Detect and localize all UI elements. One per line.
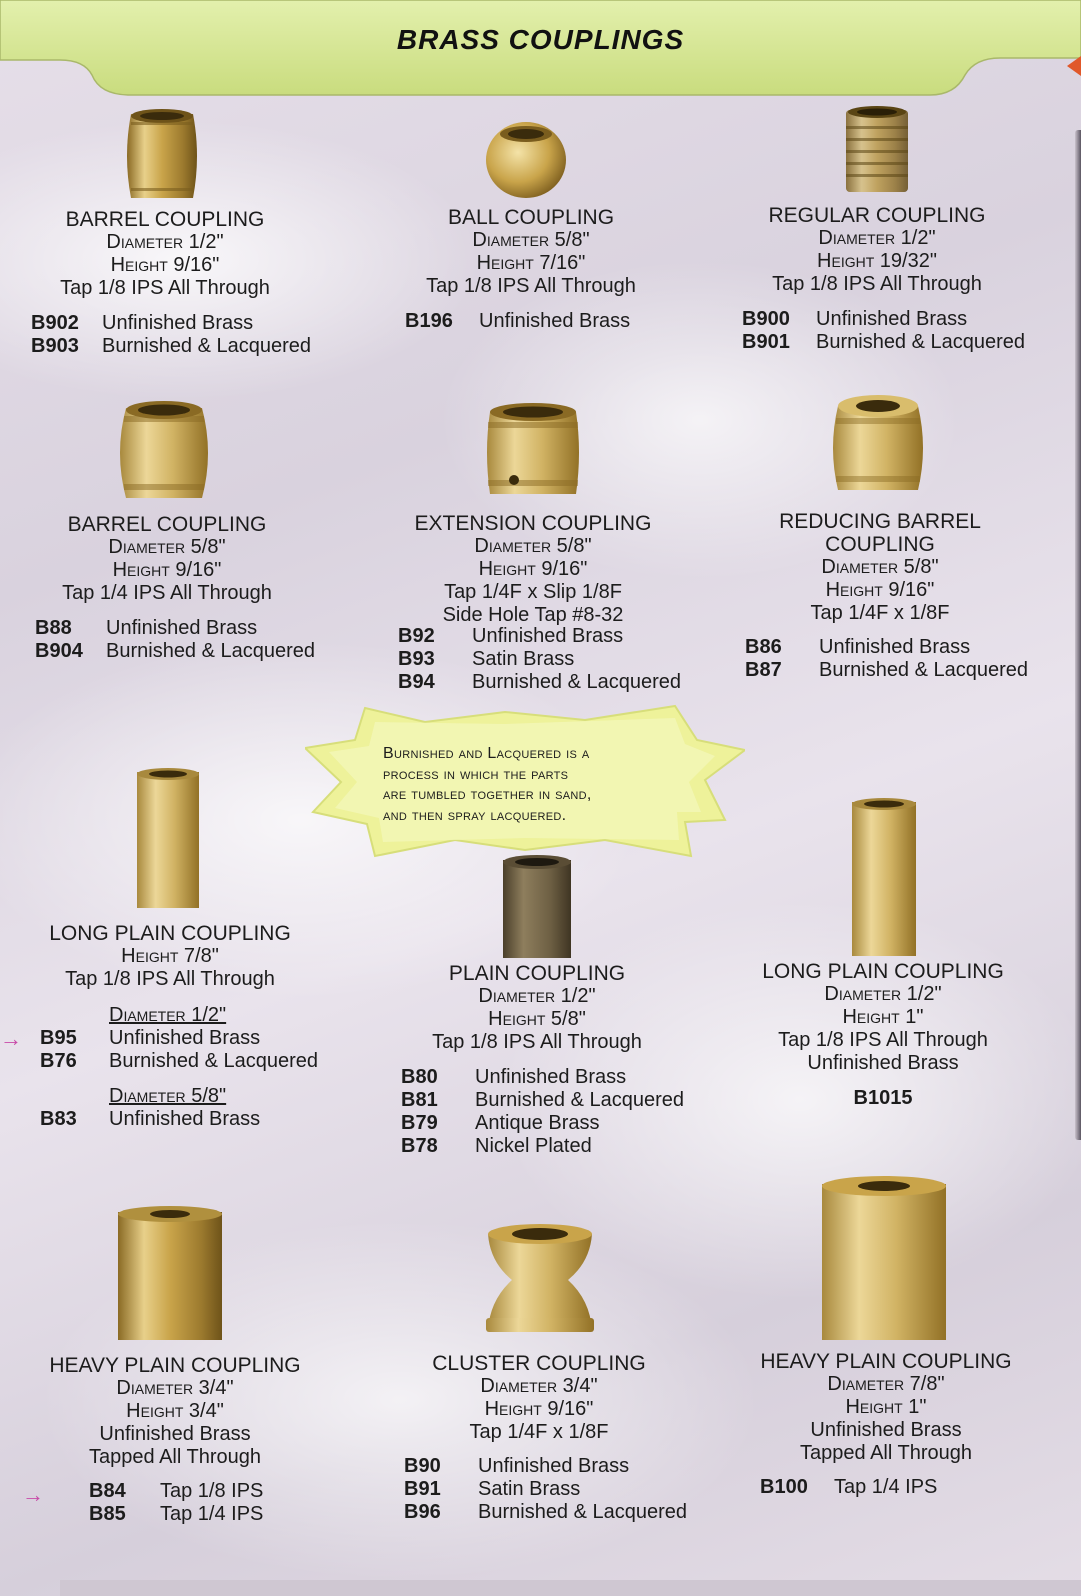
product-height: Height 5/8" xyxy=(488,1008,586,1030)
code-row xyxy=(404,1455,687,1478)
ball-coupling-image xyxy=(484,118,568,200)
code-row xyxy=(40,1108,318,1131)
item-code: B901 xyxy=(742,331,790,353)
product-name: EXTENSION COUPLING xyxy=(414,512,652,535)
item-code: B100 xyxy=(760,1476,808,1498)
item-finish: Unfinished Brass xyxy=(109,1027,261,1049)
plain-coupling-image xyxy=(500,854,574,962)
heavy-plain-coupling-three-quarter-image xyxy=(114,1204,226,1344)
code-row xyxy=(405,310,630,333)
code-row xyxy=(401,1135,684,1158)
item-code: B86 xyxy=(745,636,782,658)
item-code: B93 xyxy=(398,648,435,670)
item-code: B87 xyxy=(745,659,782,681)
code-row xyxy=(398,671,681,694)
product-tap: Tap 1/4 IPS All Through xyxy=(62,582,272,604)
code-row xyxy=(401,1089,684,1112)
item-finish: Nickel Plated xyxy=(475,1135,592,1157)
code-row xyxy=(398,648,681,671)
product-height: Height 9/16" xyxy=(478,558,588,580)
product-10-info xyxy=(45,1354,305,1469)
item-code: B900 xyxy=(742,308,790,330)
code-row xyxy=(404,1478,687,1501)
product-1-info xyxy=(40,208,290,300)
product-diameter: Diameter 3/4" xyxy=(480,1375,598,1397)
product-tap: Tap 1/8 IPS All Through xyxy=(426,275,636,297)
code-row xyxy=(40,1027,318,1050)
reducing-barrel-coupling-image xyxy=(830,392,926,500)
product-11-codes xyxy=(404,1455,687,1524)
code-row xyxy=(742,331,1025,354)
product-tapped: Tapped All Through xyxy=(89,1446,261,1468)
code-row xyxy=(35,617,315,640)
product-height: Height 9/16" xyxy=(484,1398,594,1420)
product-10-codes xyxy=(89,1480,263,1526)
page-title: BRASS COUPLINGS xyxy=(396,24,685,55)
item-finish: Burnished & Lacquered xyxy=(816,331,1026,353)
product-12-codes xyxy=(760,1476,937,1499)
product-name: HEAVY PLAIN COUPLING xyxy=(760,1350,1012,1373)
item-code: B196 xyxy=(405,310,453,332)
code-row xyxy=(745,636,1028,659)
item-code: B95 xyxy=(40,1027,77,1049)
product-9-info xyxy=(758,960,1008,1110)
item-code: B96 xyxy=(404,1501,441,1523)
code-row xyxy=(89,1503,263,1526)
item-finish: Antique Brass xyxy=(475,1112,600,1134)
code-row xyxy=(31,312,311,335)
product-height: Height 9/16" xyxy=(110,254,220,276)
product-tap: Tap 1/8 IPS All Through xyxy=(60,277,270,299)
long-plain-coupling-left-image xyxy=(133,766,203,912)
item-code: B78 xyxy=(401,1135,438,1157)
handwritten-arrow: → xyxy=(0,1026,22,1051)
item-code: B90 xyxy=(404,1455,441,1477)
product-side-hole: Side Hole Tap #8-32 xyxy=(442,604,624,626)
item-finish: Burnished & Lacquered xyxy=(475,1089,685,1111)
extension-coupling-image xyxy=(484,400,582,504)
item-finish: Burnished & Lacquered xyxy=(478,1501,688,1523)
product-diameter: Diameter 1/2" xyxy=(818,227,936,249)
code-row xyxy=(760,1476,937,1499)
page-edge xyxy=(1075,130,1081,1140)
code-row xyxy=(35,640,315,663)
note-line: process in which the parts xyxy=(383,765,569,783)
product-tap: Tap 1/8 IPS All Through xyxy=(778,1029,988,1051)
product-8-info xyxy=(412,962,662,1054)
product-name-line-1: REDUCING BARREL xyxy=(779,510,981,533)
item-code: B81 xyxy=(401,1089,438,1111)
product-tap: Tap 1/4F x 1/8F xyxy=(469,1421,609,1443)
product-7-codes xyxy=(40,1004,318,1131)
item-code: B94 xyxy=(398,671,435,693)
item-finish: Unfinished Brass xyxy=(816,308,968,330)
heavy-plain-coupling-seven-eighths-image xyxy=(818,1174,950,1344)
product-6-info xyxy=(755,510,1005,625)
product-finish: Unfinished Brass xyxy=(807,1052,959,1074)
product-height: Height 3/4" xyxy=(126,1400,224,1422)
product-diameter: Diameter 5/8" xyxy=(821,556,939,578)
product-finish: Unfinished Brass xyxy=(99,1423,251,1445)
item-finish: Burnished & Lacquered xyxy=(102,335,312,357)
product-tapped: Tapped All Through xyxy=(800,1442,972,1464)
product-diameter: Diameter 1/2" xyxy=(478,985,596,1007)
burnished-note xyxy=(383,744,683,826)
product-diameter: Diameter 5/8" xyxy=(108,536,226,558)
product-name: LONG PLAIN COUPLING xyxy=(49,922,291,945)
item-code: B88 xyxy=(35,617,72,639)
product-height: Height 9/16" xyxy=(825,579,935,601)
page-tab-arrow xyxy=(1067,56,1081,76)
item-finish: Tap 1/8 IPS xyxy=(160,1480,264,1502)
code-row xyxy=(40,1050,318,1073)
product-name: PLAIN COUPLING xyxy=(448,962,626,985)
item-finish: Burnished & Lacquered xyxy=(819,659,1029,681)
item-finish: Burnished & Lacquered xyxy=(106,640,316,662)
item-finish: Unfinished Brass xyxy=(102,312,254,334)
product-height: Height 1" xyxy=(842,1006,924,1028)
item-finish: Tap 1/4 IPS xyxy=(160,1503,264,1525)
product-4-codes xyxy=(35,617,315,663)
item-finish: Unfinished Brass xyxy=(472,625,624,647)
item-code: B92 xyxy=(398,625,435,647)
note-line: Burnished and Lacquered is a xyxy=(383,745,590,762)
product-diameter: Diameter 5/8" xyxy=(474,535,592,557)
product-2-info xyxy=(406,206,656,298)
product-diameter: Diameter 1/2" xyxy=(106,231,224,253)
product-name: REGULAR COUPLING xyxy=(768,204,986,227)
product-12-info xyxy=(756,1350,1016,1465)
product-4-info xyxy=(42,513,292,605)
regular-coupling-image xyxy=(842,104,912,196)
product-height: Height 19/32" xyxy=(817,250,937,272)
diameter-group-label: Diameter 5/8" xyxy=(109,1085,227,1107)
item-code: B83 xyxy=(40,1108,77,1130)
item-code: B91 xyxy=(404,1478,441,1500)
product-name: CLUSTER COUPLING xyxy=(432,1352,646,1375)
item-code: B1015 xyxy=(853,1087,913,1109)
product-diameter: Diameter 1/2" xyxy=(824,983,942,1005)
product-3-info xyxy=(752,204,1002,296)
item-code: B84 xyxy=(89,1480,126,1502)
item-finish: Tap 1/4 IPS xyxy=(834,1476,938,1498)
product-7-info xyxy=(40,922,300,991)
item-finish: Burnished & Lacquered xyxy=(109,1050,319,1072)
product-height: Height 7/8" xyxy=(121,945,219,967)
code-row xyxy=(89,1480,263,1503)
product-5-codes xyxy=(398,625,681,694)
product-name: BARREL COUPLING xyxy=(65,208,265,231)
product-3-codes xyxy=(742,308,1025,354)
item-finish: Satin Brass xyxy=(478,1478,581,1500)
code-row xyxy=(745,659,1028,682)
product-name: LONG PLAIN COUPLING xyxy=(762,960,1004,983)
note-line: and then spray lacquered. xyxy=(383,806,567,824)
barrel-coupling-five-eighths-image xyxy=(116,398,212,508)
product-tap: Tap 1/8 IPS All Through xyxy=(432,1031,642,1053)
code-row xyxy=(398,625,681,648)
item-finish: Satin Brass xyxy=(472,648,575,670)
item-finish: Unfinished Brass xyxy=(819,636,971,658)
item-finish: Unfinished Brass xyxy=(106,617,258,639)
product-diameter: Diameter 3/4" xyxy=(116,1377,234,1399)
item-finish: Unfinished Brass xyxy=(479,310,631,332)
product-name: BALL COUPLING xyxy=(447,206,615,229)
product-1-codes xyxy=(31,312,311,358)
product-height: Height 9/16" xyxy=(112,559,222,581)
item-code: B903 xyxy=(31,335,79,357)
note-line: are tumbled together in sand, xyxy=(383,786,592,803)
product-diameter: Diameter 7/8" xyxy=(827,1373,945,1395)
code-row xyxy=(31,335,311,358)
item-code: B902 xyxy=(31,312,79,334)
code-row xyxy=(401,1066,684,1089)
item-code: B79 xyxy=(401,1112,438,1134)
product-tap: Tap 1/8 IPS All Through xyxy=(65,968,275,990)
code-row xyxy=(404,1501,687,1524)
product-height: Height 1" xyxy=(845,1396,927,1418)
item-code: B904 xyxy=(35,640,83,662)
item-finish: Unfinished Brass xyxy=(109,1108,261,1130)
product-11-info xyxy=(414,1352,664,1444)
item-finish: Unfinished Brass xyxy=(478,1455,630,1477)
handwritten-arrow: → xyxy=(22,1482,44,1507)
product-name-line-2: COUPLING xyxy=(825,533,935,556)
product-finish: Unfinished Brass xyxy=(810,1419,962,1441)
long-plain-coupling-right-image xyxy=(848,796,920,960)
product-8-codes xyxy=(401,1066,684,1158)
item-finish: Unfinished Brass xyxy=(475,1066,627,1088)
item-code: B85 xyxy=(89,1503,126,1525)
product-tap: Tap 1/4F x 1/8F xyxy=(810,602,950,624)
item-code: B80 xyxy=(401,1066,438,1088)
product-5-info xyxy=(398,512,668,627)
page-footer-band xyxy=(60,1580,1081,1596)
item-code: B76 xyxy=(40,1050,77,1072)
diameter-group-label: Diameter 1/2" xyxy=(109,1004,227,1026)
product-6-codes xyxy=(745,636,1028,682)
code-row xyxy=(742,308,1025,331)
barrel-coupling-half-image xyxy=(125,108,199,204)
product-name: HEAVY PLAIN COUPLING xyxy=(49,1354,301,1377)
cluster-coupling-image xyxy=(482,1222,598,1340)
product-tap: Tap 1/8 IPS All Through xyxy=(772,273,982,295)
item-finish: Burnished & Lacquered xyxy=(472,671,682,693)
product-height: Height 7/16" xyxy=(476,252,586,274)
code-row xyxy=(401,1112,684,1135)
product-name: BARREL COUPLING xyxy=(67,513,267,536)
product-2-codes xyxy=(405,310,630,333)
product-tap: Tap 1/4F x Slip 1/8F xyxy=(444,581,622,603)
product-diameter: Diameter 5/8" xyxy=(472,229,590,251)
